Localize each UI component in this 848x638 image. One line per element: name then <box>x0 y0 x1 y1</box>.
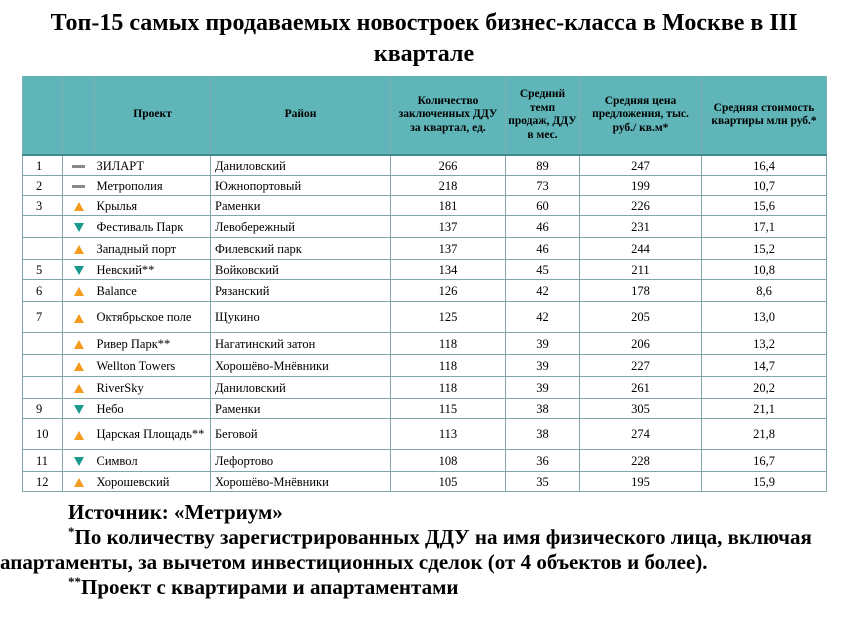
table-cell-district: Войковский <box>211 260 391 280</box>
table-cell-district: Филевский парк <box>211 238 391 260</box>
no-change-icon <box>72 185 85 188</box>
table-cell-deals: 125 <box>391 302 506 333</box>
table-cell-district: Хорошёво-Мнёвники <box>211 355 391 377</box>
table-cell-pace: 35 <box>506 472 580 492</box>
table-cell-district: Даниловский <box>211 377 391 399</box>
table-cell-price: 247 <box>580 155 702 176</box>
table-cell-deals: 126 <box>391 280 506 302</box>
table-row <box>23 216 827 238</box>
table-cell-project: Хорошевский <box>95 472 211 492</box>
table-cell-price: 274 <box>580 419 702 450</box>
table-cell-project: Wellton Towers <box>95 355 211 377</box>
table-cell-district: Лефортово <box>211 450 391 472</box>
table-row <box>23 260 827 280</box>
table-row <box>23 399 827 419</box>
footnote-2-mark: ** <box>68 574 81 589</box>
table-row <box>23 355 827 377</box>
arrow-up-icon <box>74 384 84 393</box>
table-cell-cost: 15,9 <box>702 472 827 492</box>
trend-cell <box>63 176 95 196</box>
table-row <box>23 419 827 450</box>
trend-cell <box>63 355 95 377</box>
table-row <box>23 302 827 333</box>
trend-cell <box>63 196 95 216</box>
table-cell-pace: 39 <box>506 377 580 399</box>
table-cell-pace: 89 <box>506 155 580 176</box>
table-cell-rank <box>23 377 63 399</box>
table-cell-cost: 16,4 <box>702 155 827 176</box>
table-cell-deals: 266 <box>391 155 506 176</box>
table-row <box>23 450 827 472</box>
header-project: Проект <box>95 76 211 155</box>
table-row <box>23 176 827 196</box>
table-row <box>23 472 827 492</box>
arrow-up-icon <box>74 245 84 254</box>
table-cell-rank: 7 <box>23 302 63 333</box>
trend-cell <box>63 450 95 472</box>
table-cell-project: Западный порт <box>95 238 211 260</box>
table-cell-pace: 38 <box>506 419 580 450</box>
table-cell-district: Щукино <box>211 302 391 333</box>
table-cell-pace: 45 <box>506 260 580 280</box>
arrow-up-icon <box>74 314 84 323</box>
table-cell-cost: 13,2 <box>702 333 827 355</box>
table-cell-price: 199 <box>580 176 702 196</box>
table-cell-rank: 12 <box>23 472 63 492</box>
table-cell-project: Balance <box>95 280 211 302</box>
table-cell-pace: 39 <box>506 355 580 377</box>
table-cell-rank: 6 <box>23 280 63 302</box>
table-cell-rank: 9 <box>23 399 63 419</box>
header-cost: Средняя стоимость квартиры млн руб.* <box>702 76 827 155</box>
sales-table <box>22 76 827 492</box>
table-cell-district: Беговой <box>211 419 391 450</box>
arrow-up-icon <box>74 431 84 440</box>
table-cell-district: Раменки <box>211 196 391 216</box>
trend-cell <box>63 419 95 450</box>
table-cell-rank <box>23 216 63 238</box>
arrow-up-icon <box>74 340 84 349</box>
arrow-down-icon <box>74 266 84 275</box>
table-row <box>23 155 827 176</box>
table-cell-project: ЗИЛАРТ <box>95 155 211 176</box>
footnotes <box>0 500 848 600</box>
table-cell-project: Фестиваль Парк <box>95 216 211 238</box>
table-cell-deals: 118 <box>391 333 506 355</box>
table-cell-cost: 20,2 <box>702 377 827 399</box>
footnote-1 <box>0 525 848 575</box>
trend-cell <box>63 302 95 333</box>
arrow-up-icon <box>74 202 84 211</box>
table-row <box>23 196 827 216</box>
table-cell-price: 211 <box>580 260 702 280</box>
table-cell-rank: 3 <box>23 196 63 216</box>
table-cell-project: RiverSky <box>95 377 211 399</box>
table-cell-pace: 60 <box>506 196 580 216</box>
table-cell-project: Невский** <box>95 260 211 280</box>
table-cell-deals: 108 <box>391 450 506 472</box>
table-cell-project: Октябрьское поле <box>95 302 211 333</box>
table-cell-district: Нагатинский затон <box>211 333 391 355</box>
table-row <box>23 333 827 355</box>
table-cell-deals: 118 <box>391 377 506 399</box>
table-cell-deals: 181 <box>391 196 506 216</box>
table-cell-cost: 17,1 <box>702 216 827 238</box>
table-cell-price: 305 <box>580 399 702 419</box>
table-cell-pace: 36 <box>506 450 580 472</box>
table-cell-deals: 134 <box>391 260 506 280</box>
table-cell-price: 178 <box>580 280 702 302</box>
table-cell-district: Даниловский <box>211 155 391 176</box>
trend-cell <box>63 472 95 492</box>
header-trend <box>63 76 95 155</box>
table-cell-price: 227 <box>580 355 702 377</box>
table-cell-deals: 218 <box>391 176 506 196</box>
table-cell-cost: 21,1 <box>702 399 827 419</box>
header-pace: Средний темп продаж, ДДУ в мес. <box>506 76 580 155</box>
footnote-1-mark: * <box>68 524 75 539</box>
trend-cell <box>63 155 95 176</box>
table-cell-rank: 5 <box>23 260 63 280</box>
table-cell-cost: 10,8 <box>702 260 827 280</box>
table-cell-deals: 137 <box>391 216 506 238</box>
table-cell-deals: 137 <box>391 238 506 260</box>
table-cell-district: Рязанский <box>211 280 391 302</box>
trend-cell <box>63 377 95 399</box>
table-cell-cost: 14,7 <box>702 355 827 377</box>
table-cell-pace: 38 <box>506 399 580 419</box>
table-row <box>23 238 827 260</box>
arrow-up-icon <box>74 478 84 487</box>
table-cell-project: Метрополия <box>95 176 211 196</box>
header-district: Район <box>211 76 391 155</box>
table-cell-price: 228 <box>580 450 702 472</box>
table-cell-price: 226 <box>580 196 702 216</box>
table-cell-rank: 11 <box>23 450 63 472</box>
table-cell-price: 206 <box>580 333 702 355</box>
table-row <box>23 377 827 399</box>
table-cell-price: 195 <box>580 472 702 492</box>
table-cell-rank <box>23 238 63 260</box>
table-cell-deals: 113 <box>391 419 506 450</box>
table-cell-deals: 115 <box>391 399 506 419</box>
table-cell-rank: 2 <box>23 176 63 196</box>
arrow-down-icon <box>74 405 84 414</box>
table-cell-cost: 10,7 <box>702 176 827 196</box>
table-cell-project: Крылья <box>95 196 211 216</box>
table-header-row <box>23 76 827 155</box>
table-cell-price: 205 <box>580 302 702 333</box>
table-cell-deals: 118 <box>391 355 506 377</box>
table-cell-deals: 105 <box>391 472 506 492</box>
trend-cell <box>63 216 95 238</box>
table-cell-district: Левобережный <box>211 216 391 238</box>
trend-cell <box>63 333 95 355</box>
table-cell-cost: 16,7 <box>702 450 827 472</box>
footnote-1-text: По количеству зарегистрированных ДДУ на имя физического лица, включая апартаменты, за вычетом инвестиционных сделок (от 4 объектов и более). <box>0 525 812 574</box>
table-cell-rank: 10 <box>23 419 63 450</box>
trend-cell <box>63 399 95 419</box>
header-deals: Количество заключенных ДДУ за квартал, ед. <box>391 76 506 155</box>
trend-cell <box>63 238 95 260</box>
arrow-up-icon <box>74 287 84 296</box>
table-cell-cost: 15,6 <box>702 196 827 216</box>
table-cell-cost: 8,6 <box>702 280 827 302</box>
table-cell-pace: 42 <box>506 302 580 333</box>
table-cell-cost: 13,0 <box>702 302 827 333</box>
arrow-up-icon <box>74 362 84 371</box>
table-cell-pace: 73 <box>506 176 580 196</box>
table-cell-project: Небо <box>95 399 211 419</box>
footnote-2-text: Проект с квартирами и апартаментами <box>81 575 459 599</box>
arrow-down-icon <box>74 223 84 232</box>
table-cell-rank <box>23 333 63 355</box>
header-price: Средняя цена предложения, тыс. руб./ кв.м* <box>580 76 702 155</box>
table-cell-cost: 15,2 <box>702 238 827 260</box>
table-cell-pace: 42 <box>506 280 580 302</box>
table-cell-rank: 1 <box>23 155 63 176</box>
source-note: Источник: «Метриум» <box>68 500 283 524</box>
table-cell-district: Хорошёво-Мнёвники <box>211 472 391 492</box>
arrow-down-icon <box>74 457 84 466</box>
table-cell-price: 244 <box>580 238 702 260</box>
table-cell-pace: 46 <box>506 216 580 238</box>
table-cell-project: Символ <box>95 450 211 472</box>
table-cell-district: Раменки <box>211 399 391 419</box>
no-change-icon <box>72 165 85 168</box>
table-cell-project: Царская Площадь** <box>95 419 211 450</box>
table-cell-project: Ривер Парк** <box>95 333 211 355</box>
table-cell-cost: 21,8 <box>702 419 827 450</box>
table-cell-district: Южнопортовый <box>211 176 391 196</box>
page-title: Топ-15 самых продаваемых новостроек бизнес-класса в Москве в III квартале <box>50 10 798 67</box>
trend-cell <box>63 280 95 302</box>
table-cell-pace: 39 <box>506 333 580 355</box>
table-row <box>23 280 827 302</box>
table-cell-rank <box>23 355 63 377</box>
table-cell-price: 261 <box>580 377 702 399</box>
footnote-2 <box>0 575 848 600</box>
trend-cell <box>63 260 95 280</box>
table-cell-pace: 46 <box>506 238 580 260</box>
header-rank <box>23 76 63 155</box>
table-cell-price: 231 <box>580 216 702 238</box>
